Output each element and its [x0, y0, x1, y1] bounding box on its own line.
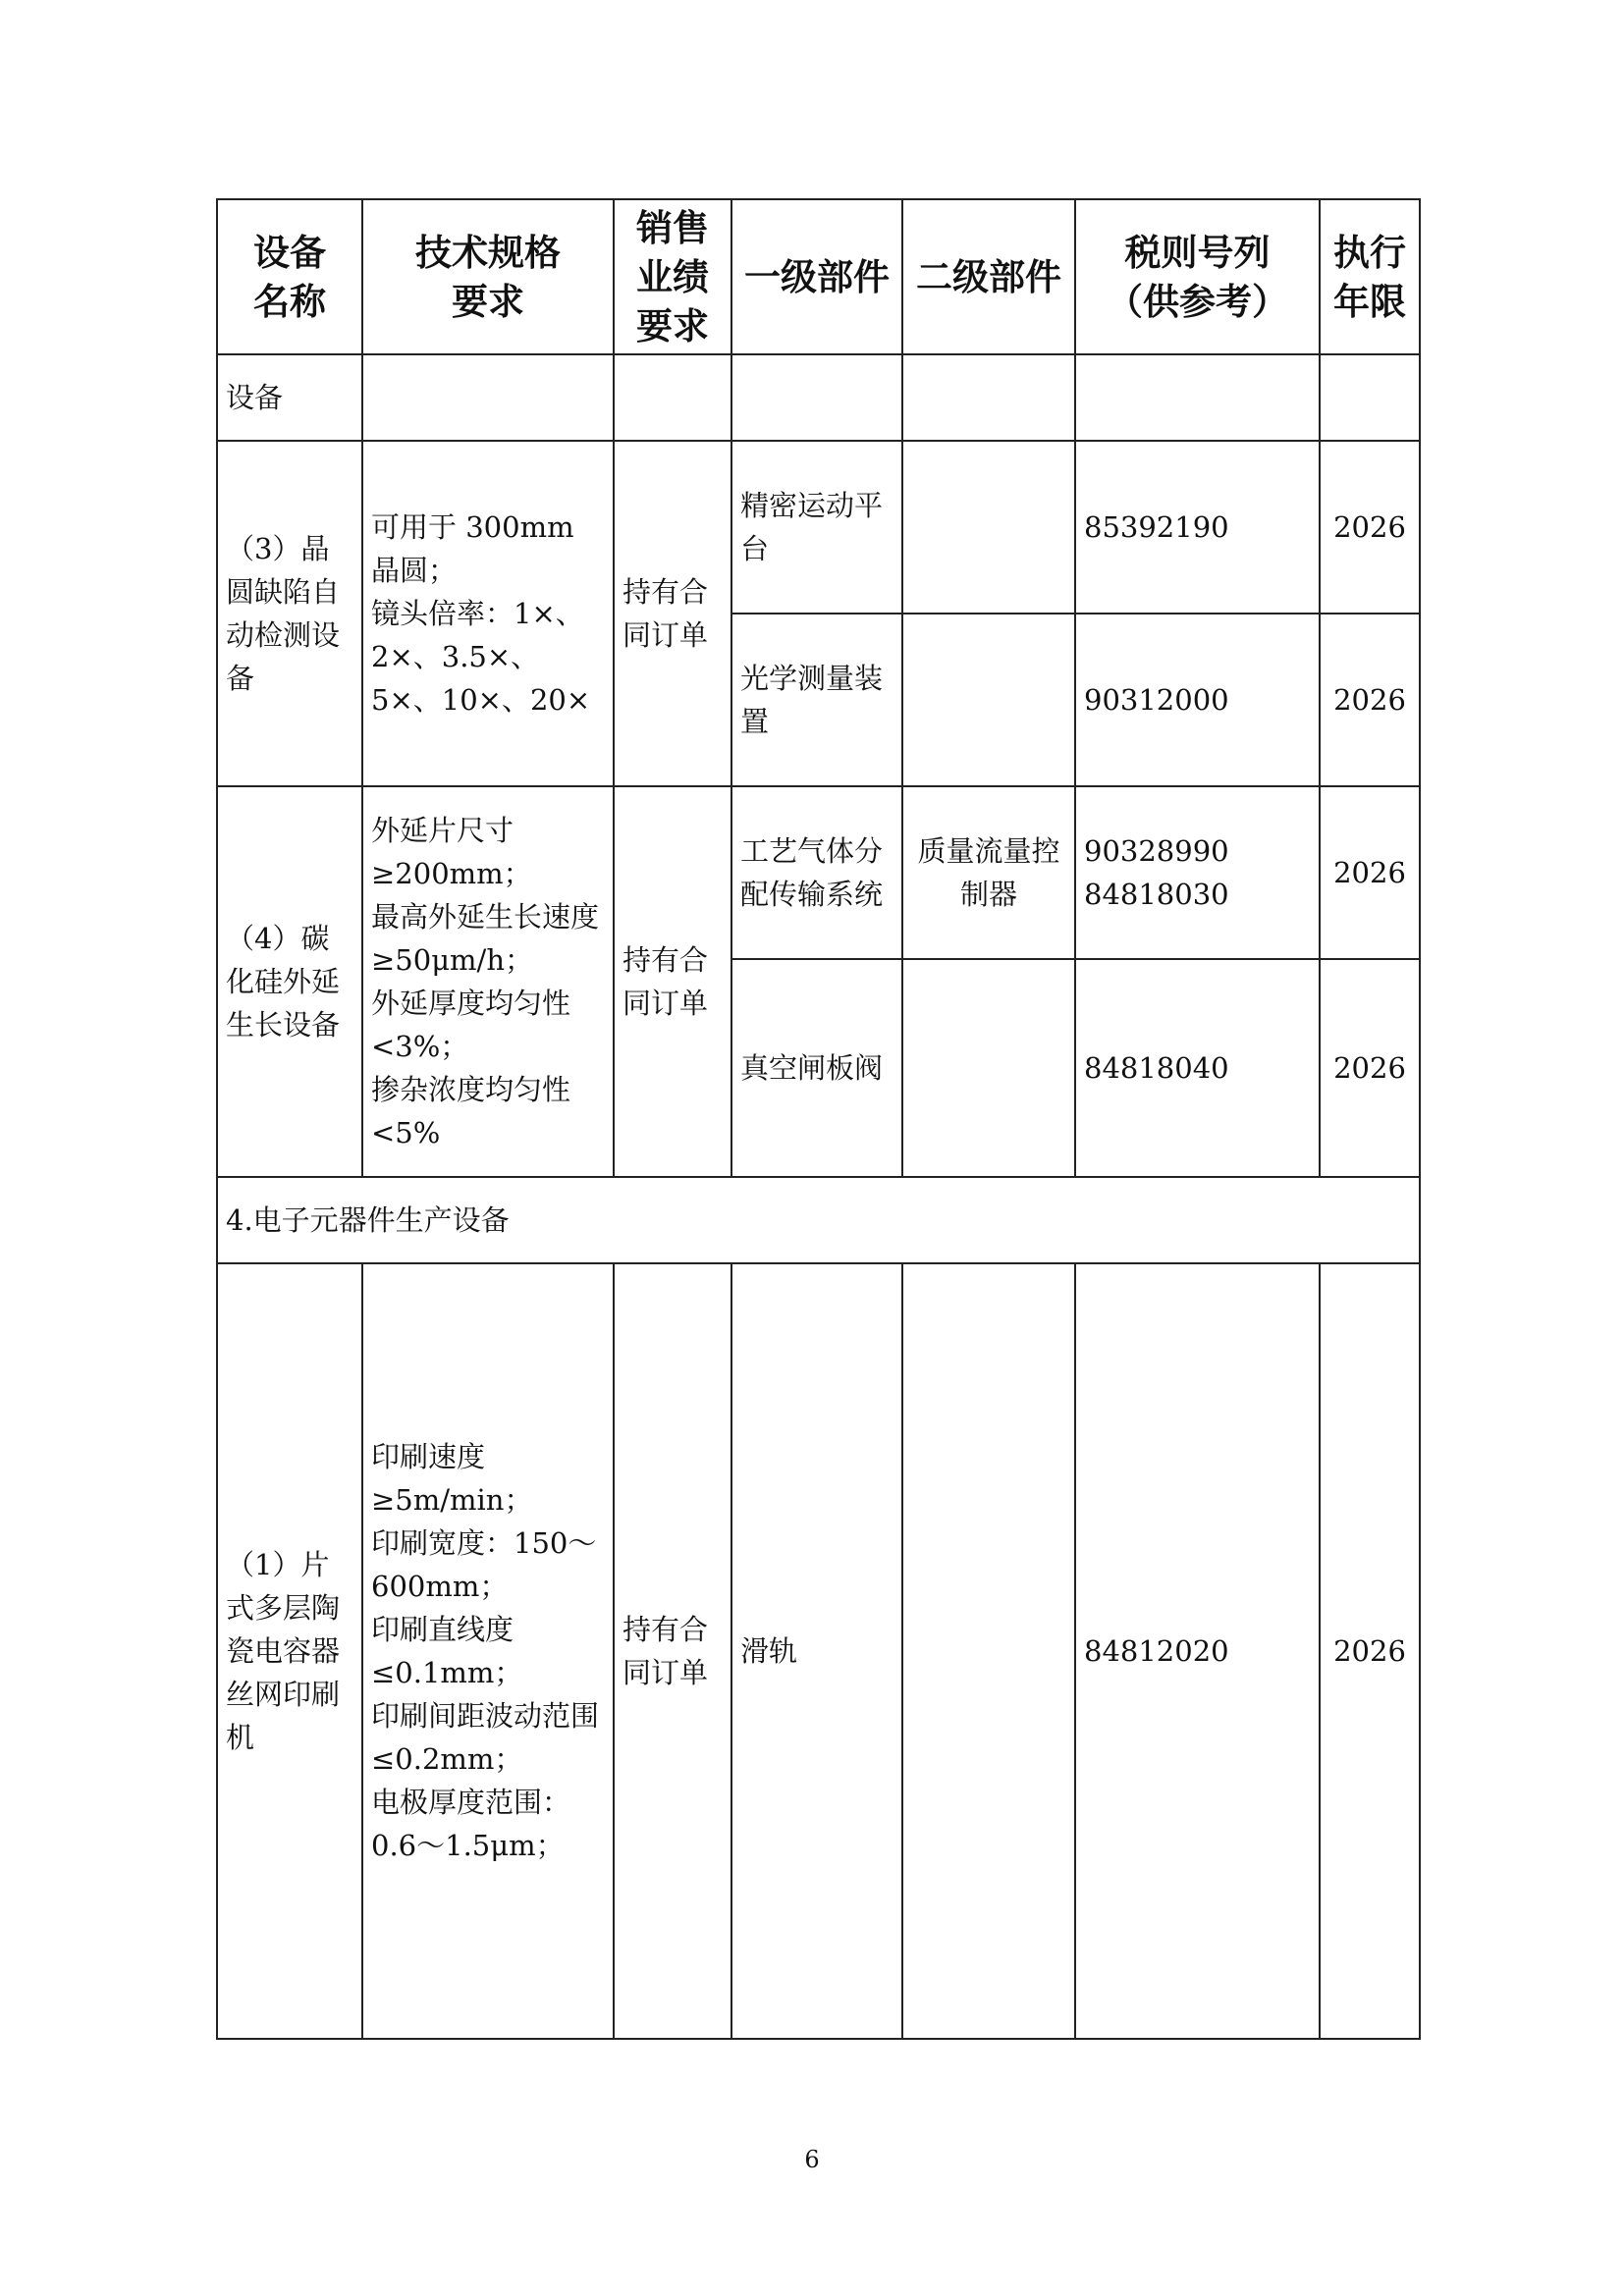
spec-line: 印刷间距波动范围≤0.2mm；: [371, 1699, 600, 1776]
spec-line: 掺杂浓度均匀性<5%: [371, 1073, 571, 1149]
equipment-spec-table: [216, 198, 1421, 2040]
page-number: 6: [804, 2146, 820, 2173]
execution-year: 2026: [1320, 786, 1420, 959]
empty-cell: [1320, 354, 1420, 441]
tariff-code-line: 84818030: [1084, 878, 1229, 911]
spec-line: 可用于 300mm 晶圆；: [371, 510, 574, 587]
table-header-row: [217, 199, 1420, 354]
primary-component: 滑轨: [731, 1263, 902, 2039]
equipment-name-sic: （4）碳化硅外延生长设备: [217, 786, 362, 1177]
secondary-component: [902, 1263, 1075, 2039]
tariff-code: 84812020: [1075, 1263, 1320, 2039]
sales-requirement-mlcc: 持有合同订单: [614, 1263, 731, 2039]
primary-component: 精密运动平台: [731, 441, 902, 614]
equipment-name-mlcc: （1）片式多层陶瓷电容器丝网印刷机: [217, 1263, 362, 2039]
table-row: [217, 1177, 1420, 1263]
sales-requirement-wafer: 持有合同订单: [614, 441, 731, 786]
table-row: [217, 786, 1420, 959]
execution-year: 2026: [1320, 441, 1420, 614]
primary-component: 真空闸板阀: [731, 959, 902, 1177]
technical-spec-mlcc: [362, 1263, 614, 2039]
spec-line: 外延厚度均匀性<3%；: [371, 987, 571, 1063]
empty-cell: [731, 354, 902, 441]
header-tariff-code: 税则号列 （供参考）: [1075, 199, 1320, 354]
table-row: [217, 1263, 1420, 2039]
tariff-code-line: 90328990: [1084, 834, 1229, 868]
spec-line: 印刷宽度：150～600mm；: [371, 1526, 597, 1603]
execution-year: 2026: [1320, 614, 1420, 786]
tariff-code: 85392190: [1075, 441, 1320, 614]
equipment-name-wafer: （3）晶圆缺陷自动检测设备: [217, 441, 362, 786]
execution-year: 2026: [1320, 1263, 1420, 2039]
tariff-code: [1075, 786, 1320, 959]
empty-cell: [362, 354, 614, 441]
spec-line: 印刷直线度≤0.1mm；: [371, 1613, 523, 1689]
secondary-component: 质量流量控制器: [902, 786, 1075, 959]
header-execution-year: 执行 年限: [1320, 199, 1420, 354]
secondary-component: [902, 959, 1075, 1177]
primary-component: 光学测量装置: [731, 614, 902, 786]
technical-spec-sic: [362, 786, 614, 1177]
technical-spec-wafer: [362, 441, 614, 786]
spec-line: 印刷速度≥5m/min；: [371, 1440, 533, 1517]
section-continued-label: 设备: [217, 354, 362, 441]
header-sales-requirement: 销售 业绩 要求: [614, 199, 731, 354]
empty-cell: [614, 354, 731, 441]
empty-cell: [902, 354, 1075, 441]
sales-requirement-sic: 持有合同订单: [614, 786, 731, 1177]
section-heading: 4.电子元器件生产设备: [217, 1177, 1420, 1263]
tariff-code: 90312000: [1075, 614, 1320, 786]
spec-line: 电极厚度范围：0.6～1.5μm；: [371, 1786, 571, 1862]
secondary-component: [902, 441, 1075, 614]
table-row: [217, 354, 1420, 441]
secondary-component: [902, 614, 1075, 786]
header-technical-spec: 技术规格 要求: [362, 199, 614, 354]
header-secondary-component: 二级部件: [902, 199, 1075, 354]
primary-component: 工艺气体分配传输系统: [731, 786, 902, 959]
header-primary-component: 一级部件: [731, 199, 902, 354]
spec-line: 最高外延生长速度≥50μm/h；: [371, 900, 600, 977]
spec-line: 外延片尺寸≥200mm；: [371, 814, 532, 890]
execution-year: 2026: [1320, 959, 1420, 1177]
header-equipment-name: 设备 名称: [217, 199, 362, 354]
tariff-code: 84818040: [1075, 959, 1320, 1177]
empty-cell: [1075, 354, 1320, 441]
table-row: [217, 441, 1420, 614]
spec-line: 镜头倍率：1×、2×、3.5×、5×、10×、20×: [371, 597, 591, 717]
